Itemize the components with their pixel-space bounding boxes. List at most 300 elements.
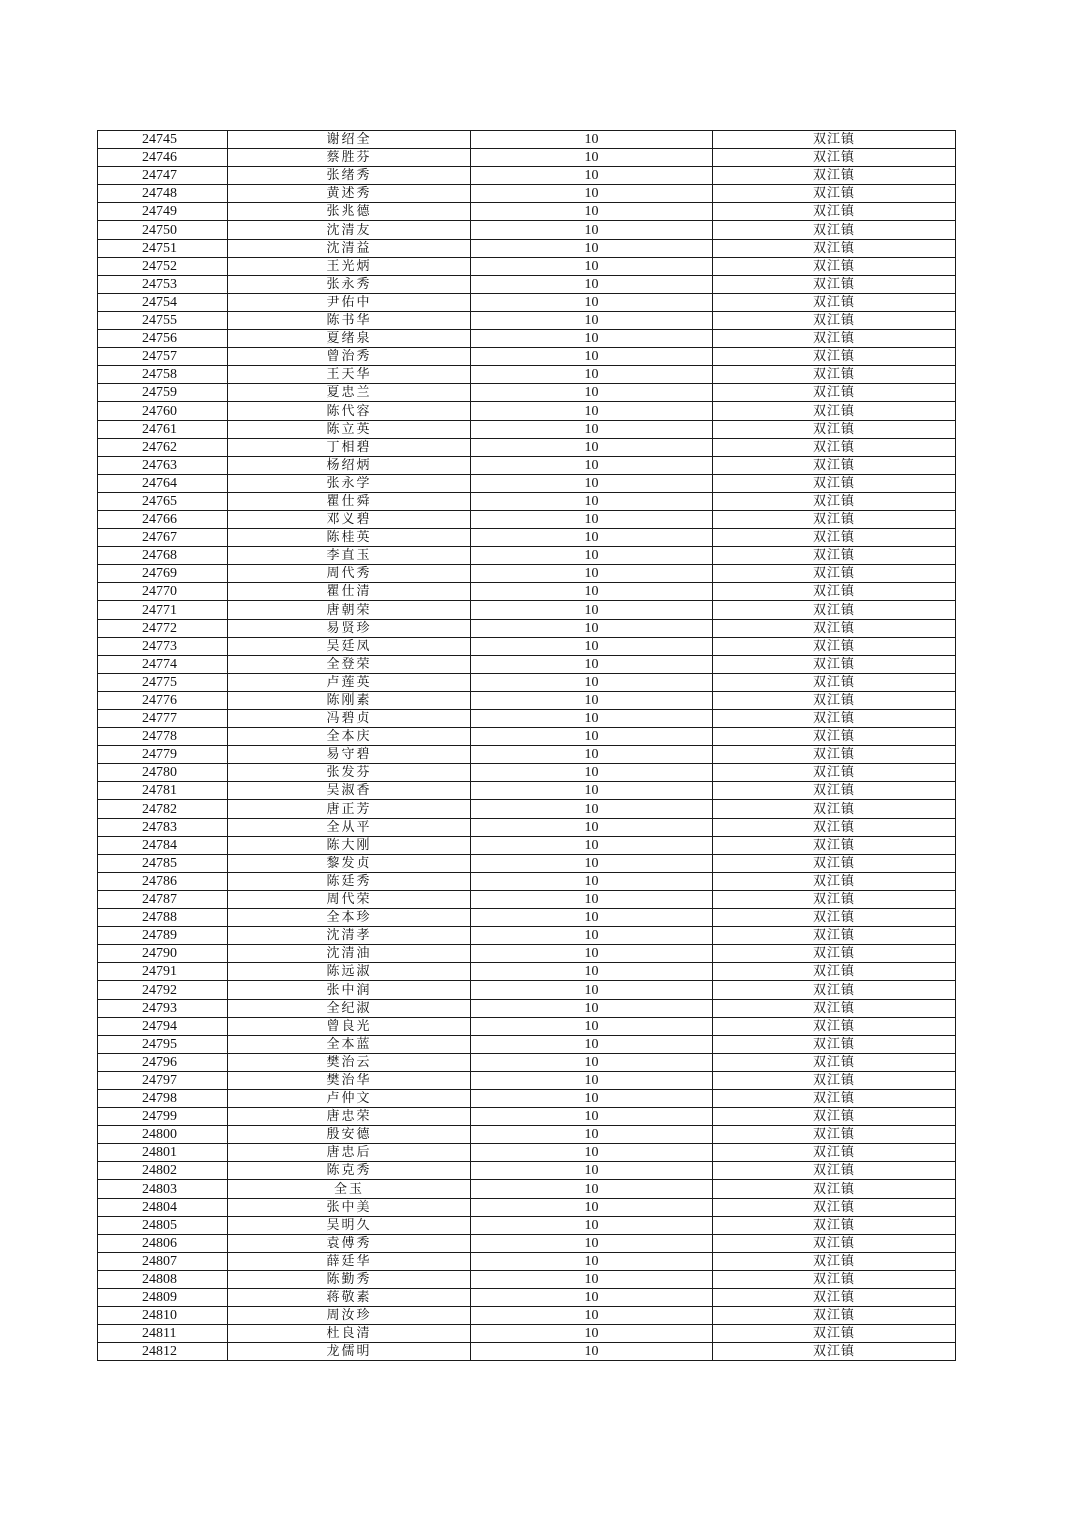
name-cell: 唐朝荣 [228, 601, 471, 619]
town-cell: 双江镇 [713, 366, 956, 384]
table-row [98, 167, 956, 185]
data-table [97, 130, 956, 1361]
row-number-cell: 24750 [98, 221, 228, 239]
table-row [98, 890, 956, 908]
amount-cell: 10 [471, 330, 713, 348]
table-row [98, 728, 956, 746]
amount-cell: 10 [471, 366, 713, 384]
table-row [98, 1108, 956, 1126]
table-row [98, 293, 956, 311]
name-cell: 陈立英 [228, 420, 471, 438]
table-row [98, 1270, 956, 1288]
row-number-cell: 24783 [98, 818, 228, 836]
amount-cell: 10 [471, 1234, 713, 1252]
row-number-cell: 24792 [98, 981, 228, 999]
amount-cell: 10 [471, 800, 713, 818]
table-row [98, 782, 956, 800]
amount-cell: 10 [471, 999, 713, 1017]
town-cell: 双江镇 [713, 167, 956, 185]
town-cell: 双江镇 [713, 492, 956, 510]
table-row [98, 529, 956, 547]
name-cell: 陈刚素 [228, 691, 471, 709]
name-cell: 袁傅秀 [228, 1234, 471, 1252]
row-number-cell: 24771 [98, 601, 228, 619]
amount-cell: 10 [471, 963, 713, 981]
row-number-cell: 24748 [98, 185, 228, 203]
table-row [98, 420, 956, 438]
name-cell: 张兆德 [228, 203, 471, 221]
name-cell: 吴淑香 [228, 782, 471, 800]
table-row [98, 366, 956, 384]
table-row [98, 945, 956, 963]
town-cell: 双江镇 [713, 981, 956, 999]
name-cell: 吴廷凤 [228, 637, 471, 655]
amount-cell: 10 [471, 167, 713, 185]
table-row [98, 619, 956, 637]
town-cell: 双江镇 [713, 420, 956, 438]
name-cell: 龙儒明 [228, 1343, 471, 1361]
amount-cell: 10 [471, 1270, 713, 1288]
town-cell: 双江镇 [713, 1252, 956, 1270]
table-row [98, 239, 956, 257]
town-cell: 双江镇 [713, 782, 956, 800]
name-cell: 全本珍 [228, 909, 471, 927]
town-cell: 双江镇 [713, 221, 956, 239]
row-number-cell: 24781 [98, 782, 228, 800]
name-cell: 卢仲文 [228, 1089, 471, 1107]
row-number-cell: 24785 [98, 854, 228, 872]
amount-cell: 10 [471, 945, 713, 963]
name-cell: 曾良光 [228, 1017, 471, 1035]
row-number-cell: 24746 [98, 149, 228, 167]
row-number-cell: 24766 [98, 510, 228, 528]
amount-cell: 10 [471, 637, 713, 655]
amount-cell: 10 [471, 1198, 713, 1216]
row-number-cell: 24772 [98, 619, 228, 637]
table-row [98, 1289, 956, 1307]
table-body [98, 131, 956, 1361]
table-row [98, 655, 956, 673]
row-number-cell: 24782 [98, 800, 228, 818]
name-cell: 曾治秀 [228, 348, 471, 366]
row-number-cell: 24804 [98, 1198, 228, 1216]
row-number-cell: 24762 [98, 438, 228, 456]
row-number-cell: 24809 [98, 1289, 228, 1307]
name-cell: 全玉 [228, 1180, 471, 1198]
table-row [98, 746, 956, 764]
amount-cell: 10 [471, 547, 713, 565]
town-cell: 双江镇 [713, 529, 956, 547]
amount-cell: 10 [471, 710, 713, 728]
amount-cell: 10 [471, 1180, 713, 1198]
table-row [98, 927, 956, 945]
amount-cell: 10 [471, 402, 713, 420]
amount-cell: 10 [471, 131, 713, 149]
town-cell: 双江镇 [713, 1307, 956, 1325]
row-number-cell: 24757 [98, 348, 228, 366]
name-cell: 张中润 [228, 981, 471, 999]
town-cell: 双江镇 [713, 872, 956, 890]
amount-cell: 10 [471, 1017, 713, 1035]
row-number-cell: 24778 [98, 728, 228, 746]
row-number-cell: 24803 [98, 1180, 228, 1198]
row-number-cell: 24795 [98, 1035, 228, 1053]
name-cell: 全纪淑 [228, 999, 471, 1017]
name-cell: 王光炳 [228, 257, 471, 275]
row-number-cell: 24774 [98, 655, 228, 673]
town-cell: 双江镇 [713, 384, 956, 402]
amount-cell: 10 [471, 221, 713, 239]
table-row [98, 547, 956, 565]
row-number-cell: 24767 [98, 529, 228, 547]
table-row [98, 474, 956, 492]
amount-cell: 10 [471, 492, 713, 510]
town-cell: 双江镇 [713, 854, 956, 872]
row-number-cell: 24779 [98, 746, 228, 764]
town-cell: 双江镇 [713, 890, 956, 908]
town-cell: 双江镇 [713, 293, 956, 311]
name-cell: 李直玉 [228, 547, 471, 565]
row-number-cell: 24745 [98, 131, 228, 149]
table-row [98, 185, 956, 203]
table-row [98, 637, 956, 655]
row-number-cell: 24788 [98, 909, 228, 927]
table-row [98, 981, 956, 999]
town-cell: 双江镇 [713, 510, 956, 528]
amount-cell: 10 [471, 909, 713, 927]
amount-cell: 10 [471, 782, 713, 800]
name-cell: 尹佑中 [228, 293, 471, 311]
name-cell: 张中美 [228, 1198, 471, 1216]
table-row [98, 601, 956, 619]
town-cell: 双江镇 [713, 1216, 956, 1234]
row-number-cell: 24796 [98, 1053, 228, 1071]
name-cell: 周代荣 [228, 890, 471, 908]
name-cell: 陈代容 [228, 402, 471, 420]
town-cell: 双江镇 [713, 547, 956, 565]
row-number-cell: 24753 [98, 275, 228, 293]
name-cell: 薛廷华 [228, 1252, 471, 1270]
table-row [98, 764, 956, 782]
town-cell: 双江镇 [713, 311, 956, 329]
row-number-cell: 24800 [98, 1126, 228, 1144]
table-row [98, 1343, 956, 1361]
town-cell: 双江镇 [713, 963, 956, 981]
row-number-cell: 24811 [98, 1325, 228, 1343]
town-cell: 双江镇 [713, 131, 956, 149]
amount-cell: 10 [471, 239, 713, 257]
town-cell: 双江镇 [713, 1162, 956, 1180]
table-row [98, 999, 956, 1017]
row-number-cell: 24787 [98, 890, 228, 908]
name-cell: 邓义碧 [228, 510, 471, 528]
amount-cell: 10 [471, 1343, 713, 1361]
row-number-cell: 24797 [98, 1071, 228, 1089]
name-cell: 夏忠兰 [228, 384, 471, 402]
amount-cell: 10 [471, 185, 713, 203]
name-cell: 唐正芳 [228, 800, 471, 818]
table-row [98, 257, 956, 275]
row-number-cell: 24799 [98, 1108, 228, 1126]
amount-cell: 10 [471, 981, 713, 999]
name-cell: 瞿仕舜 [228, 492, 471, 510]
table-row [98, 510, 956, 528]
row-number-cell: 24759 [98, 384, 228, 402]
row-number-cell: 24775 [98, 673, 228, 691]
table-row [98, 1017, 956, 1035]
amount-cell: 10 [471, 673, 713, 691]
amount-cell: 10 [471, 583, 713, 601]
amount-cell: 10 [471, 890, 713, 908]
name-cell: 冯碧贞 [228, 710, 471, 728]
town-cell: 双江镇 [713, 149, 956, 167]
town-cell: 双江镇 [713, 456, 956, 474]
name-cell: 王天华 [228, 366, 471, 384]
name-cell: 卢莲英 [228, 673, 471, 691]
town-cell: 双江镇 [713, 728, 956, 746]
amount-cell: 10 [471, 728, 713, 746]
town-cell: 双江镇 [713, 999, 956, 1017]
table-row [98, 691, 956, 709]
town-cell: 双江镇 [713, 438, 956, 456]
row-number-cell: 24786 [98, 872, 228, 890]
town-cell: 双江镇 [713, 619, 956, 637]
amount-cell: 10 [471, 203, 713, 221]
town-cell: 双江镇 [713, 746, 956, 764]
row-number-cell: 24777 [98, 710, 228, 728]
amount-cell: 10 [471, 456, 713, 474]
amount-cell: 10 [471, 1126, 713, 1144]
table-row [98, 131, 956, 149]
town-cell: 双江镇 [713, 239, 956, 257]
name-cell: 周汝珍 [228, 1307, 471, 1325]
row-number-cell: 24754 [98, 293, 228, 311]
table-row [98, 1325, 956, 1343]
town-cell: 双江镇 [713, 945, 956, 963]
town-cell: 双江镇 [713, 1089, 956, 1107]
town-cell: 双江镇 [713, 818, 956, 836]
amount-cell: 10 [471, 764, 713, 782]
table-row [98, 438, 956, 456]
table-row [98, 456, 956, 474]
town-cell: 双江镇 [713, 601, 956, 619]
name-cell: 陈书华 [228, 311, 471, 329]
amount-cell: 10 [471, 601, 713, 619]
table-row [98, 673, 956, 691]
amount-cell: 10 [471, 1108, 713, 1126]
name-cell: 全本庆 [228, 728, 471, 746]
row-number-cell: 24770 [98, 583, 228, 601]
town-cell: 双江镇 [713, 655, 956, 673]
name-cell: 陈克秀 [228, 1162, 471, 1180]
amount-cell: 10 [471, 275, 713, 293]
name-cell: 沈清油 [228, 945, 471, 963]
amount-cell: 10 [471, 311, 713, 329]
table-row [98, 818, 956, 836]
town-cell: 双江镇 [713, 710, 956, 728]
row-number-cell: 24791 [98, 963, 228, 981]
row-number-cell: 24773 [98, 637, 228, 655]
town-cell: 双江镇 [713, 1325, 956, 1343]
name-cell: 黄述秀 [228, 185, 471, 203]
town-cell: 双江镇 [713, 637, 956, 655]
amount-cell: 10 [471, 257, 713, 275]
row-number-cell: 24806 [98, 1234, 228, 1252]
row-number-cell: 24790 [98, 945, 228, 963]
amount-cell: 10 [471, 1307, 713, 1325]
amount-cell: 10 [471, 565, 713, 583]
town-cell: 双江镇 [713, 1198, 956, 1216]
amount-cell: 10 [471, 149, 713, 167]
name-cell: 樊治华 [228, 1071, 471, 1089]
town-cell: 双江镇 [713, 836, 956, 854]
name-cell: 沈清益 [228, 239, 471, 257]
table-row [98, 1180, 956, 1198]
table-row [98, 275, 956, 293]
name-cell: 张永秀 [228, 275, 471, 293]
town-cell: 双江镇 [713, 1126, 956, 1144]
town-cell: 双江镇 [713, 691, 956, 709]
row-number-cell: 24793 [98, 999, 228, 1017]
row-number-cell: 24764 [98, 474, 228, 492]
amount-cell: 10 [471, 746, 713, 764]
name-cell: 张绪秀 [228, 167, 471, 185]
row-number-cell: 24801 [98, 1144, 228, 1162]
town-cell: 双江镇 [713, 474, 956, 492]
name-cell: 张发芬 [228, 764, 471, 782]
table-row [98, 836, 956, 854]
name-cell: 蒋敬素 [228, 1289, 471, 1307]
table-row [98, 1234, 956, 1252]
town-cell: 双江镇 [713, 1289, 956, 1307]
amount-cell: 10 [471, 1144, 713, 1162]
row-number-cell: 24761 [98, 420, 228, 438]
row-number-cell: 24765 [98, 492, 228, 510]
row-number-cell: 24805 [98, 1216, 228, 1234]
row-number-cell: 24776 [98, 691, 228, 709]
amount-cell: 10 [471, 1071, 713, 1089]
table-row [98, 710, 956, 728]
name-cell: 周代秀 [228, 565, 471, 583]
name-cell: 陈廷秀 [228, 872, 471, 890]
table-row [98, 1252, 956, 1270]
name-cell: 黎发贞 [228, 854, 471, 872]
name-cell: 丁相碧 [228, 438, 471, 456]
row-number-cell: 24756 [98, 330, 228, 348]
amount-cell: 10 [471, 510, 713, 528]
name-cell: 瞿仕清 [228, 583, 471, 601]
name-cell: 易贤珍 [228, 619, 471, 637]
amount-cell: 10 [471, 818, 713, 836]
name-cell: 全从平 [228, 818, 471, 836]
row-number-cell: 24807 [98, 1252, 228, 1270]
name-cell: 谢绍全 [228, 131, 471, 149]
amount-cell: 10 [471, 474, 713, 492]
table-row [98, 330, 956, 348]
row-number-cell: 24749 [98, 203, 228, 221]
town-cell: 双江镇 [713, 764, 956, 782]
table-row [98, 1053, 956, 1071]
name-cell: 蔡胜芬 [228, 149, 471, 167]
row-number-cell: 24769 [98, 565, 228, 583]
amount-cell: 10 [471, 691, 713, 709]
row-number-cell: 24780 [98, 764, 228, 782]
amount-cell: 10 [471, 836, 713, 854]
table-row [98, 963, 956, 981]
amount-cell: 10 [471, 1289, 713, 1307]
table-row [98, 1035, 956, 1053]
name-cell: 樊治云 [228, 1053, 471, 1071]
town-cell: 双江镇 [713, 1035, 956, 1053]
town-cell: 双江镇 [713, 800, 956, 818]
table-row [98, 1144, 956, 1162]
row-number-cell: 24755 [98, 311, 228, 329]
row-number-cell: 24760 [98, 402, 228, 420]
table-row [98, 149, 956, 167]
town-cell: 双江镇 [713, 1053, 956, 1071]
amount-cell: 10 [471, 1325, 713, 1343]
amount-cell: 10 [471, 872, 713, 890]
amount-cell: 10 [471, 1035, 713, 1053]
town-cell: 双江镇 [713, 1270, 956, 1288]
row-number-cell: 24798 [98, 1089, 228, 1107]
table-row [98, 1198, 956, 1216]
name-cell: 全本蓝 [228, 1035, 471, 1053]
name-cell: 易守碧 [228, 746, 471, 764]
row-number-cell: 24808 [98, 1270, 228, 1288]
town-cell: 双江镇 [713, 673, 956, 691]
table-row [98, 909, 956, 927]
amount-cell: 10 [471, 438, 713, 456]
row-number-cell: 24802 [98, 1162, 228, 1180]
table-row [98, 402, 956, 420]
name-cell: 陈勤秀 [228, 1270, 471, 1288]
town-cell: 双江镇 [713, 402, 956, 420]
name-cell: 张永学 [228, 474, 471, 492]
amount-cell: 10 [471, 1162, 713, 1180]
table-row [98, 565, 956, 583]
town-cell: 双江镇 [713, 1234, 956, 1252]
row-number-cell: 24794 [98, 1017, 228, 1035]
amount-cell: 10 [471, 529, 713, 547]
table-row [98, 854, 956, 872]
town-cell: 双江镇 [713, 583, 956, 601]
row-number-cell: 24752 [98, 257, 228, 275]
town-cell: 双江镇 [713, 1108, 956, 1126]
name-cell: 全登荣 [228, 655, 471, 673]
amount-cell: 10 [471, 1216, 713, 1234]
town-cell: 双江镇 [713, 203, 956, 221]
row-number-cell: 24812 [98, 1343, 228, 1361]
table-row [98, 203, 956, 221]
town-cell: 双江镇 [713, 257, 956, 275]
row-number-cell: 24758 [98, 366, 228, 384]
name-cell: 杜良清 [228, 1325, 471, 1343]
amount-cell: 10 [471, 927, 713, 945]
row-number-cell: 24747 [98, 167, 228, 185]
table-row [98, 221, 956, 239]
name-cell: 杨绍炳 [228, 456, 471, 474]
row-number-cell: 24768 [98, 547, 228, 565]
table-row [98, 1089, 956, 1107]
name-cell: 唐忠荣 [228, 1108, 471, 1126]
table-row [98, 1307, 956, 1325]
town-cell: 双江镇 [713, 565, 956, 583]
table-row [98, 311, 956, 329]
name-cell: 陈大刚 [228, 836, 471, 854]
table-row [98, 492, 956, 510]
name-cell: 沈清友 [228, 221, 471, 239]
